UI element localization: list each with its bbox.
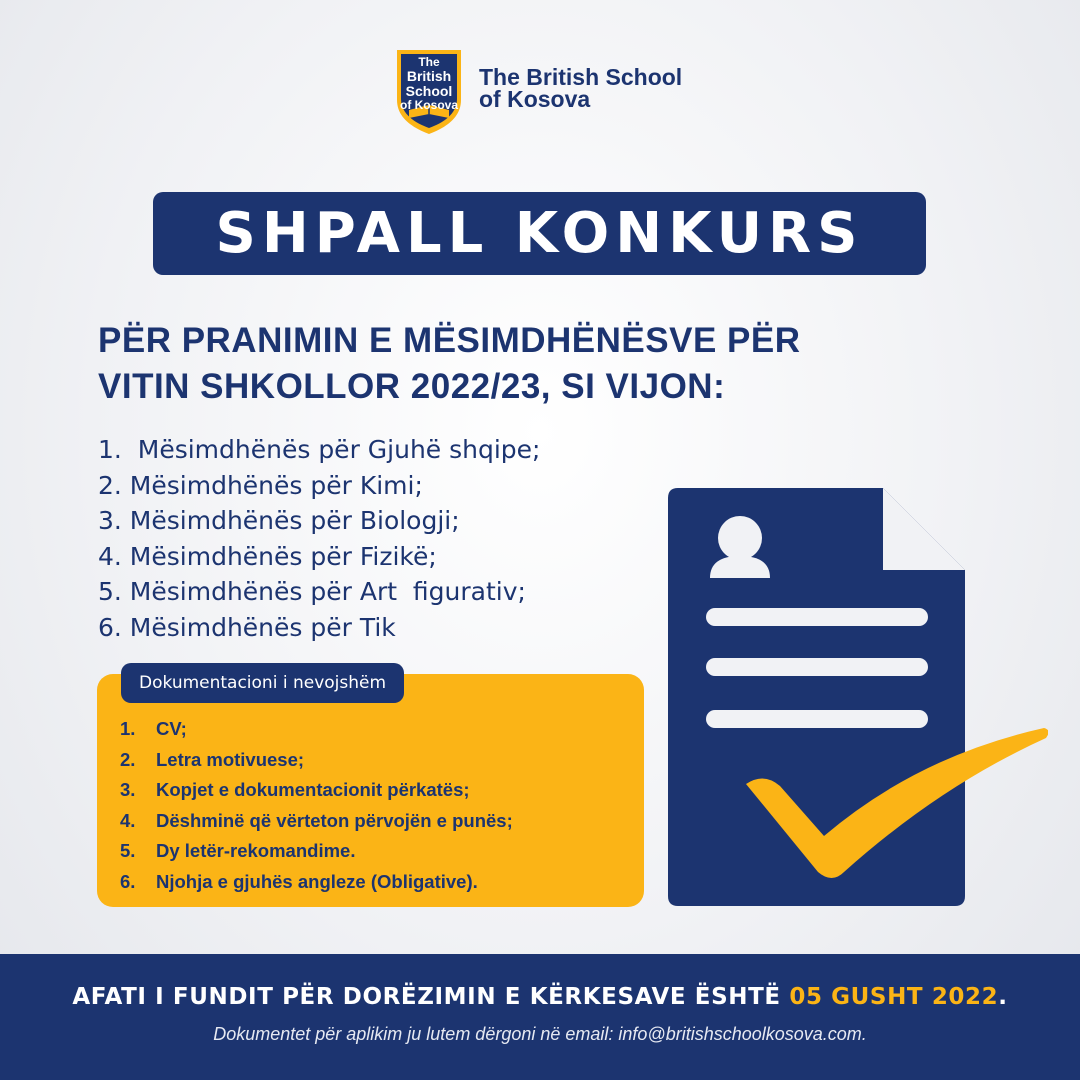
item-text: Kopjet e dokumentacionit përkatës; xyxy=(156,779,470,800)
documentation-item xyxy=(120,745,640,776)
documentation-item xyxy=(120,806,640,837)
item-number: 4. xyxy=(120,809,136,831)
crest-text xyxy=(399,56,459,112)
crest-line: The xyxy=(418,55,440,69)
positions-list xyxy=(98,432,658,645)
item-text: Dy letër-rekomandime. xyxy=(156,840,356,861)
school-name-line1: The British School xyxy=(479,64,683,90)
document-line xyxy=(706,710,928,728)
item-number: 5. xyxy=(120,840,136,861)
documentation-item xyxy=(120,867,640,898)
item-number: 1. xyxy=(120,718,136,739)
document-line xyxy=(706,658,928,676)
announcement-banner: SHPALL KONKURS xyxy=(153,192,926,275)
school-name xyxy=(479,66,699,110)
documentation-list xyxy=(120,714,640,897)
position-item: 4. Mësimdhënës për Fizikë; xyxy=(98,541,437,571)
position-item: 6. Mësimdhënës për Tik xyxy=(98,612,396,642)
document-fold xyxy=(883,488,965,570)
documentation-item xyxy=(120,836,640,867)
crest-line: of Kosova xyxy=(399,98,458,112)
headline xyxy=(98,318,958,410)
item-text: Njohja e gjuhës angleze (Obligative). xyxy=(156,870,478,892)
item-text: CV; xyxy=(156,718,187,739)
item-number: 2. xyxy=(120,748,136,770)
school-logo xyxy=(395,48,695,140)
email-instruction: Dokumentet për aplikim ju lutem dërgoni në email: info@britishschoolkosova.com. xyxy=(213,1024,867,1044)
document-line xyxy=(706,608,928,626)
documentation-item xyxy=(120,775,640,806)
position-item: 1. Mësimdhënës për Gjuhë shqipe; xyxy=(98,435,541,464)
deadline-label: AFATI I FUNDIT PËR DORËZIMIN E KËRKESAVE ËSHTË xyxy=(72,984,790,1010)
crest-line: British xyxy=(406,68,452,84)
cv-document-icon xyxy=(668,486,1048,911)
position-item: 5. Mësimdhënës për Art figurativ; xyxy=(98,577,526,606)
user-avatar-head xyxy=(718,516,762,560)
headline-line1: PËR PRANIMIN E MËSIMDHËNËSVE PËR xyxy=(98,321,801,360)
deadline-end: . xyxy=(998,984,1008,1010)
deadline-date: 05 GUSHT 2022 xyxy=(789,984,999,1010)
position-item: 3. Mësimdhënës për Biologji; xyxy=(98,506,460,535)
item-number: 3. xyxy=(120,779,136,800)
footer-bar xyxy=(0,954,1080,1080)
item-number: 6. xyxy=(120,870,136,892)
item-text: Dëshminë që vërteton përvojën e punës; xyxy=(156,809,513,831)
crest-line: School xyxy=(405,83,453,99)
item-text: Letra motivuese; xyxy=(156,748,305,770)
documentation-item xyxy=(120,714,640,745)
deadline-text xyxy=(0,984,1080,1010)
school-name-line2: of Kosova xyxy=(479,86,591,112)
position-item: 2. Mësimdhënës për Kimi; xyxy=(98,470,423,500)
documentation-label: Dokumentacioni i nevojshëm xyxy=(121,663,404,703)
headline-line2: VITIN SHKOLLOR 2022/23, SI VIJON: xyxy=(98,367,726,406)
